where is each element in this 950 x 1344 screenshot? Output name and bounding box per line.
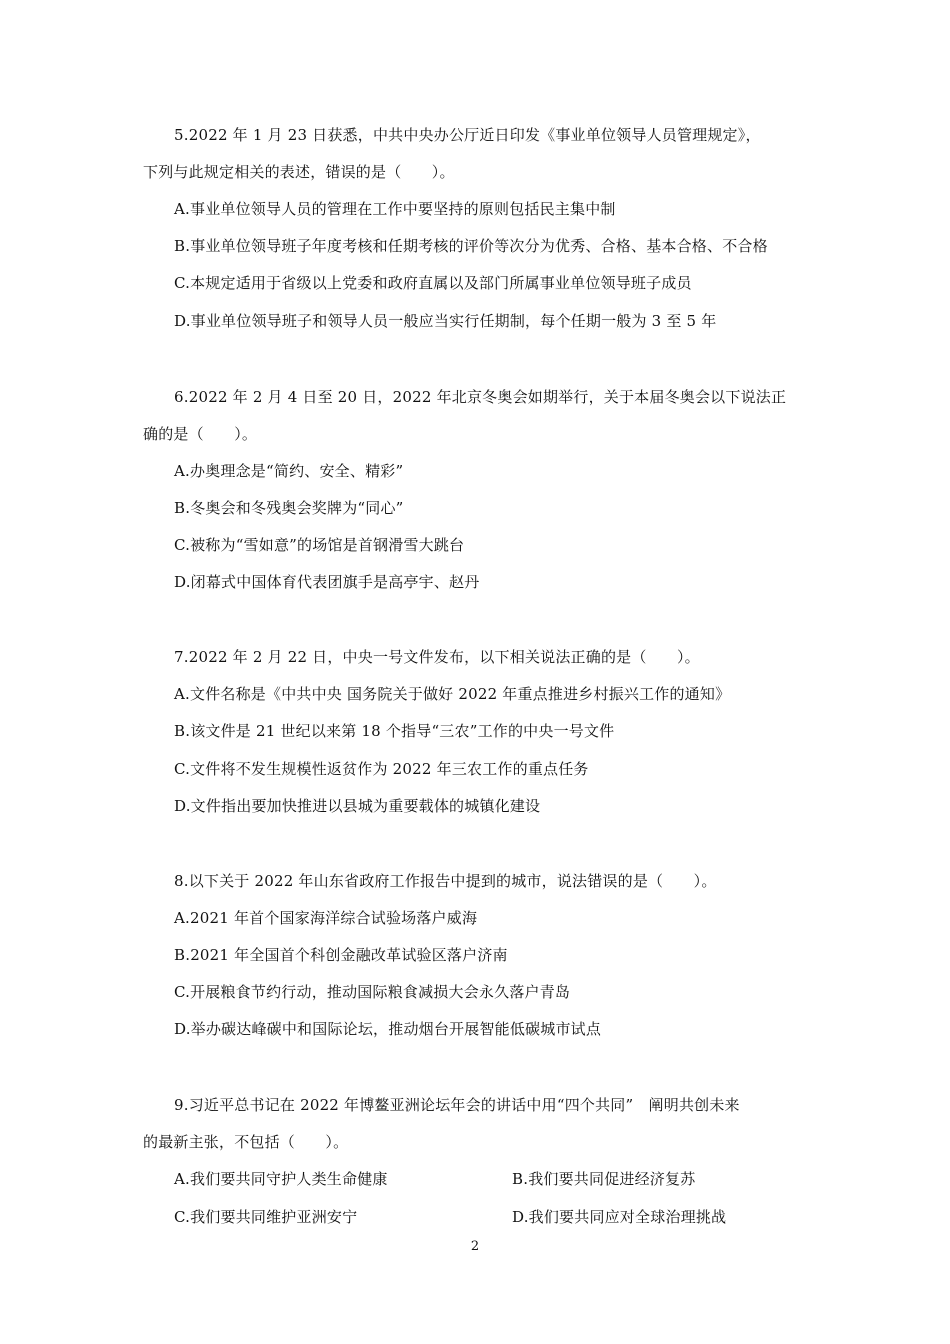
- question-8-stem-line-1: 8.以下关于 2022 年山东省政府工作报告中提到的城市，说法错误的是（ ）。: [174, 872, 717, 890]
- question-5-stem-line-1: 5.2022 年 1 月 23 日获悉，中共中央办公厅近日印发《事业单位领导人员管理规定》，: [174, 126, 761, 144]
- question-5-option-c: C.本规定适用于省级以上党委和政府直属以及部门所属事业单位领导班子成员: [174, 274, 692, 292]
- question-8-option-d: D.举办碳达峰碳中和国际论坛，推动烟台开展智能低碳城市试点: [174, 1020, 602, 1038]
- question-9-stem-line-1: 9.习近平总书记在 2022 年博鳌亚洲论坛年会的讲话中用“四个共同” 阐明共创未来: [174, 1096, 740, 1114]
- question-7-option-c: C.文件将不发生规模性返贫作为 2022 年三农工作的重点任务: [174, 760, 589, 778]
- question-6-stem-line-2: 确的是（ ）。: [143, 425, 258, 443]
- question-7-option-a: A.文件名称是《中共中央 国务院关于做好 2022 年重点推进乡村振兴工作的通知》: [174, 685, 731, 703]
- question-8-option-c: C.开展粮食节约行动，推动国际粮食减损大会永久落户青岛: [174, 983, 571, 1001]
- question-6-option-a: A.办奥理念是“简约、安全、精彩”: [174, 462, 404, 480]
- question-9-option-c: C.我们要共同维护亚洲安宁: [174, 1208, 358, 1226]
- question-7-option-d: D.文件指出要加快推进以县城为重要载体的城镇化建设: [174, 797, 541, 815]
- question-5-option-d: D.事业单位领导班子和领导人员一般应当实行任期制，每个任期一般为 3 至 5 年: [174, 312, 717, 330]
- question-7-stem-line-1: 7.2022 年 2 月 22 日，中央一号文件发布，以下相关说法正确的是（ ）。: [174, 648, 700, 666]
- question-7-option-b: B.该文件是 21 世纪以来第 18 个指导“三农”工作的中央一号文件: [174, 722, 615, 740]
- question-5-option-b: B.事业单位领导班子年度考核和任期考核的评价等次分为优秀、合格、基本合格、不合格: [174, 237, 768, 255]
- question-9-option-d: D.我们要共同应对全球治理挑战: [512, 1208, 727, 1226]
- page-number: 2: [470, 1239, 480, 1254]
- question-5-option-a: A.事业单位领导人员的管理在工作中要坚持的原则包括民主集中制: [174, 200, 616, 218]
- question-9-option-a: A.我们要共同守护人类生命健康: [174, 1170, 388, 1188]
- question-6-option-b: B.冬奥会和冬残奥会奖牌为“同心”: [174, 499, 404, 517]
- question-8-option-b: B.2021 年全国首个科创金融改革试验区落户济南: [174, 946, 508, 964]
- question-9-stem-line-2: 的最新主张，不包括（ ）。: [143, 1133, 349, 1151]
- question-8-option-a: A.2021 年首个国家海洋综合试验场落户威海: [174, 909, 478, 927]
- question-5-stem-line-2: 下列与此规定相关的表述，错误的是（ ）。: [143, 163, 455, 181]
- question-6-option-d: D.闭幕式中国体育代表团旗手是高亭宇、赵丹: [174, 573, 480, 591]
- question-9-option-b: B.我们要共同促进经济复苏: [512, 1170, 696, 1188]
- question-6-option-c: C.被称为“雪如意”的场馆是首钢滑雪大跳台: [174, 536, 465, 554]
- question-6-stem-line-1: 6.2022 年 2 月 4 日至 20 日，2022 年北京冬奥会如期举行，关于本届冬奥会以下说法正: [174, 388, 787, 406]
